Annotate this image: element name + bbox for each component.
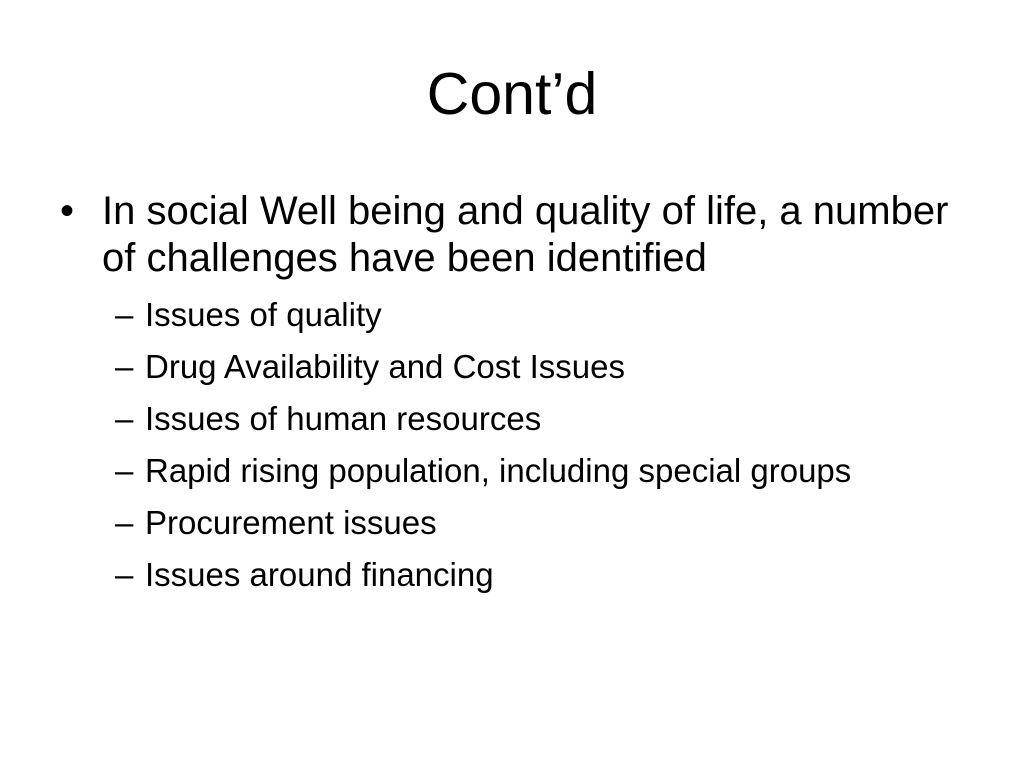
dash-marker: – bbox=[115, 400, 134, 437]
dash-marker: – bbox=[115, 348, 134, 385]
dash-marker: – bbox=[115, 296, 134, 333]
sub-bullet-text: Issues around financing bbox=[145, 556, 494, 593]
sub-bullet-text: Procurement issues bbox=[145, 504, 437, 541]
sub-bullet-item bbox=[0, 503, 905, 543]
slide-title: Cont’d bbox=[426, 61, 598, 127]
sub-bullet-item bbox=[0, 295, 905, 335]
sub-bullet-text: Issues of human resources bbox=[145, 400, 542, 437]
sub-bullet-item bbox=[0, 451, 905, 491]
sub-bullet-item bbox=[0, 555, 905, 595]
dash-marker: – bbox=[115, 452, 134, 489]
bullet-text: In social Well being and quality of life, a number of challenges have been identified bbox=[102, 189, 949, 280]
sub-bullet-text: Rapid rising population, including special groups bbox=[145, 452, 852, 489]
sub-bullet-text: Drug Availability and Cost Issues bbox=[145, 348, 625, 385]
bullet-marker: • bbox=[60, 189, 75, 233]
dash-marker: – bbox=[115, 504, 134, 541]
bullet-list bbox=[0, 188, 1024, 282]
sub-bullet-list bbox=[0, 282, 1024, 595]
dash-marker: – bbox=[115, 556, 134, 593]
bullet-item bbox=[0, 188, 982, 282]
sub-bullet-item bbox=[0, 399, 905, 439]
sub-bullet-item bbox=[0, 347, 905, 387]
sub-bullet-text: Issues of quality bbox=[145, 296, 382, 333]
